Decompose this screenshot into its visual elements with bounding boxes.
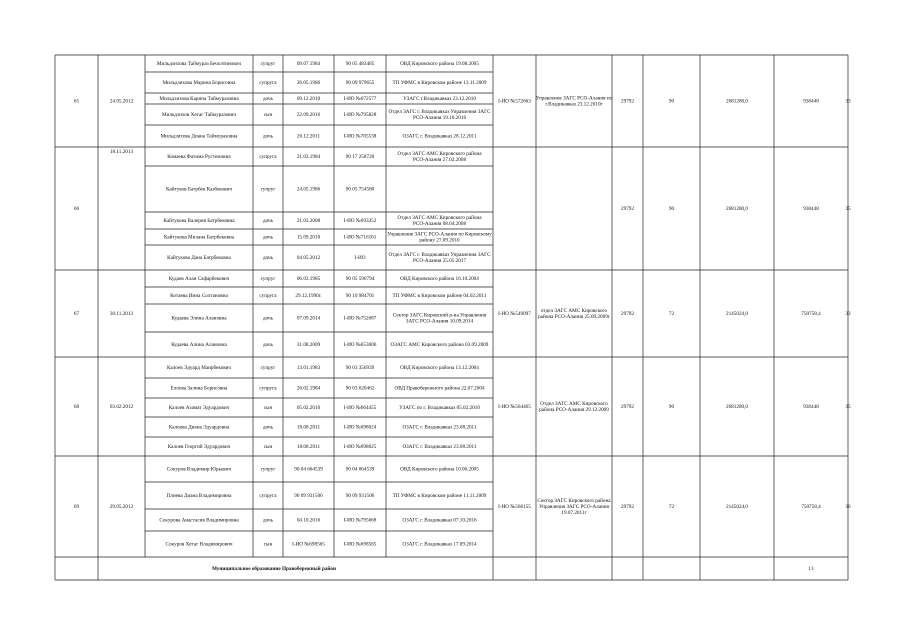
person-birth-date: 26.02.1984: [296, 385, 321, 392]
value-cell: 750758,4: [801, 311, 821, 317]
person-document: I-ИО №705538: [343, 133, 377, 140]
person-document: I-ИО №795668: [343, 517, 377, 524]
person-name: Калоев Азамат Эдуардович: [168, 405, 230, 411]
person-birth-date: 21.03.2008: [296, 218, 321, 224]
person-name: Калоева Диана Эдуардовна: [168, 424, 230, 431]
registry-office: Управление ЗАГС РСО-Алания по г.Владикавказ 23.12.2010г: [535, 95, 613, 108]
person-name: Калоев Георгий Эдуардович: [167, 444, 231, 450]
person-name: Котаева Инна Солтановна: [170, 293, 228, 299]
person-relation: сын: [263, 112, 273, 118]
value-cell: 938448: [803, 206, 819, 212]
person-relation: супруга: [259, 293, 277, 299]
person-birth-date: 06.03.1985: [296, 276, 321, 282]
marriage-certificate: I-ИО №566155: [498, 504, 531, 510]
footer-label: Муниципальное образование Правобережный район: [211, 566, 337, 572]
document-issuer: УЗАГС по г. Владикавказ 05.02.2010: [399, 405, 480, 411]
person-name: Сокуров Владимир Юрьевич: [166, 466, 232, 473]
document-issuer: ОВД Кировского района 10.06.2005: [400, 466, 479, 473]
record-number: 67: [73, 311, 80, 317]
person-document: 90 05 596794: [345, 276, 375, 282]
registry-office: Сектор ЗАГС Кировского района Управления ЗАГС РСО-Алания 19.07.2011г: [537, 498, 611, 516]
value-cell: 29792: [621, 311, 634, 317]
person-relation: дочь: [262, 133, 274, 140]
person-birth-date: 15.09.2010: [296, 234, 321, 241]
person-document: I-ИО №664455: [343, 405, 377, 411]
value-cell: 36: [845, 504, 851, 510]
person-name: Кудаев Алан Сафарбекович: [168, 276, 230, 282]
person-document: 90 09 979655: [345, 80, 375, 86]
record-date: 24.05.2012: [109, 98, 134, 105]
person-relation: супруга: [259, 385, 277, 392]
person-name: Мильдзихова Таймураз Бечолтинович: [156, 61, 242, 67]
value-cell: 2681280,0: [725, 206, 749, 212]
registry-office: Отдел ЗАГС АМС Кировского района РСО-Алания 29.12.2009: [539, 401, 609, 413]
person-relation: дочь: [262, 234, 274, 241]
value-cell: 29792: [621, 206, 634, 212]
value-cell: 2681280,0: [725, 404, 749, 410]
value-cell: 29792: [621, 404, 634, 410]
person-name: Мильдзихова Марина Борисовна: [162, 80, 236, 86]
person-name: Сокуров Хетаг Владимирович: [165, 541, 233, 548]
person-document: I-ИО №752687: [343, 315, 377, 322]
person-birth-date: 18.08.2011: [296, 424, 321, 431]
person-relation: супруг: [260, 61, 276, 67]
document-issuer: ОЗАГС АМС Кировского района 03.09.2009: [390, 342, 489, 348]
document-issuer: Управление ЗАГС РСО-Алания по Кировскому району 27.09.2010: [387, 231, 492, 244]
person-name: Калоев Эдуард Маирбекович: [166, 365, 232, 371]
value-cell: 29792: [621, 98, 634, 105]
document-issuer: Отдел ЗАГС г. Владикавказ Управления ЗАГС РСО-Алания 19.10.2016: [388, 109, 491, 121]
marriage-certificate: I-ИО №564465: [498, 404, 531, 410]
person-document: I-ИО №672577: [343, 96, 377, 102]
person-document: I-ИО №698565: [343, 541, 377, 548]
document-issuer: ОЗАГС г. Владикавказ 07.10.2016: [402, 517, 477, 524]
person-name: Кудаева Алина Алановна: [171, 342, 227, 348]
person-document: 90 03 620462: [345, 385, 375, 392]
person-document: I-ИО №716161: [343, 234, 377, 241]
value-cell: 90: [668, 98, 675, 105]
person-name: Мильдзихова Карина Таймуразовна: [159, 96, 239, 102]
value-cell: 938448: [803, 98, 819, 105]
person-birth-date: 09.12.2010: [296, 96, 321, 102]
person-name: Мильдзихова Диана Таймуразовна: [160, 133, 238, 140]
record-number: 68: [73, 404, 80, 410]
person-relation: дочь: [262, 218, 274, 224]
person-document: 90 05 483485: [345, 61, 375, 67]
person-birth-date: 90 09 931506: [294, 493, 323, 499]
person-birth-date: 21.03.1984: [296, 154, 321, 160]
person-birth-date: 04.05.2012: [296, 255, 321, 261]
person-name: Сокурова Анастасия Владимировна: [159, 517, 239, 524]
value-cell: 29792: [621, 504, 634, 510]
document-issuer: ТП УФМС в Кировском районе 04.02.2011: [392, 293, 487, 299]
document-issuer: Отдел ЗАГС г. Владикавказ Управления ЗАГС РСО-Алания 25.05.2017: [388, 252, 491, 264]
person-relation: сын: [263, 541, 273, 548]
person-relation: супруга: [259, 154, 277, 160]
registry-office: отдел ЗАГС АМС Кировского района РСО-Алания 25.09.2009г: [538, 308, 610, 320]
person-document: I-ИО №698024: [343, 424, 377, 431]
person-document: 90 09 931506: [345, 493, 375, 499]
person-relation: супруга: [259, 493, 277, 499]
record-date: 18.11.2013: [109, 149, 134, 155]
record-date: 29.05.2012: [109, 504, 134, 510]
value-cell: 90: [668, 404, 675, 410]
person-name: Мильдзихов Хетаг Таймуразович: [161, 112, 237, 118]
document-issuer: ОВД Правобережного района 22.07.2004: [394, 385, 485, 392]
person-name: Кайтукова Дана Батрбековна: [167, 255, 231, 261]
document-issuer: ОВД Кировского района 19.08.2005: [400, 61, 479, 67]
person-birth-date: 26.05.1986: [296, 80, 321, 86]
person-document: I-ИО №698025: [343, 444, 377, 450]
value-cell: 33: [845, 98, 851, 105]
value-cell: 2681280,0: [725, 98, 749, 105]
marriage-certificate: I-ИО №549097: [498, 311, 531, 317]
marriage-certificate: I-ИО №572663: [498, 98, 531, 105]
person-relation: супруга: [259, 80, 277, 86]
person-relation: супруг: [260, 466, 276, 473]
value-cell: 33: [845, 311, 851, 317]
person-document: I-ИО №693352: [343, 218, 377, 224]
record-date: 30.11.2013: [109, 311, 134, 317]
person-birth-date: 09.07.1984: [296, 61, 321, 67]
person-birth-date: 90 04 664539: [294, 466, 323, 473]
person-document: I-ИО №795828: [343, 112, 377, 118]
person-birth-date: 07.09.2014: [296, 315, 321, 322]
value-cell: 938448: [803, 404, 819, 410]
person-birth-date: 18.08.2011: [296, 444, 321, 450]
person-name: Плиева Диана Владимировна: [166, 493, 232, 499]
document-issuer: Отдел ЗАГС АМС Кировского района РСО-Алания 27.02.2008: [397, 151, 482, 163]
person-birth-date: 29.12.1990г.: [295, 293, 322, 299]
person-relation: сын: [263, 444, 273, 450]
document-issuer: ОЗАГС г. Владикавказ 23.08.2011: [402, 424, 477, 431]
person-relation: супруг: [260, 365, 276, 371]
person-document: 90 04 664539: [345, 466, 375, 473]
value-cell: 750758,4: [801, 504, 821, 510]
person-birth-date: 26.12.2011: [296, 133, 321, 140]
person-birth-date: I-ИО №698565: [292, 541, 325, 548]
person-relation: дочь: [262, 424, 274, 431]
record-number: 69: [73, 504, 80, 510]
value-cell: 35: [845, 206, 851, 212]
document-issuer: ОЗАГС г. Владикавказ 17.09.2014: [402, 541, 477, 548]
person-document: 90 17 258720: [345, 154, 375, 160]
value-cell: 72: [668, 311, 675, 317]
document-issuer: УЗАГС г.Владикавказ 23.12.2010: [403, 96, 476, 102]
person-name: Кудаева Элина Алановна: [171, 315, 227, 322]
record-number: 65: [73, 98, 80, 105]
person-relation: супруг: [260, 276, 276, 282]
document-issuer: Отдел ЗАГС АМС Кировского района РСО-Алания 08.04.2008: [397, 215, 482, 227]
value-cell: 35: [845, 404, 851, 410]
person-name: Кайтукова Валерия Батрбековна: [163, 218, 235, 224]
person-birth-date: 05.02.2010: [296, 405, 321, 411]
footer-value: 13: [808, 566, 814, 572]
person-document: I-ИО: [354, 255, 366, 261]
document-issuer: ТП УФМС в Кировском районе 11.11.2009: [392, 493, 487, 499]
person-name: Кайтуков Батрбек Казбекович: [166, 186, 232, 193]
document-issuer: Сектор ЗАГС Кировский р-на Управления ЗАГС РСО-Алания 10.09.2014: [392, 312, 487, 325]
value-cell: 72: [668, 504, 675, 510]
person-relation: дочь: [262, 342, 274, 348]
record-date: 03.02.2012: [109, 404, 134, 410]
document-issuer: ОЗАГС г. Владикавказ 23.08.2011: [402, 444, 477, 450]
person-birth-date: 13.01.1983: [296, 365, 321, 371]
person-document: I-ИО №653606: [343, 342, 377, 348]
value-cell: 90: [668, 206, 675, 212]
person-name: Елоева Залина Борисовна: [170, 385, 228, 392]
person-birth-date: 24.05.1986: [296, 186, 321, 193]
value-cell: 2145024,0: [725, 311, 749, 317]
person-relation: дочь: [262, 255, 274, 261]
person-name: Комаева Фатима Рустемовна: [167, 154, 231, 160]
value-cell: 2145024,0: [725, 504, 749, 510]
person-document: 90 10 984701: [345, 293, 375, 299]
document-issuer: ОВД Кировского района 16.10.2004: [400, 276, 479, 282]
person-birth-date: 22.09.2016: [296, 112, 321, 118]
person-document: 90 05 754580: [345, 186, 375, 193]
record-number: 66: [73, 206, 80, 212]
person-relation: сын: [263, 405, 273, 411]
person-relation: супруг: [260, 186, 276, 193]
person-relation: дочь: [262, 96, 274, 102]
person-birth-date: 04.10.2016: [296, 517, 321, 524]
document-issuer: ТП УФМС в Кировском районе 13.11.2009: [392, 80, 487, 86]
document-issuer: ОВД Кировского района 13.12.2004: [400, 365, 479, 371]
person-document: 90 03 356939: [345, 365, 375, 371]
person-name: Кайтукова Милана Батрбековна: [163, 234, 235, 241]
person-birth-date: 31.08.2009: [296, 342, 321, 348]
person-relation: дочь: [262, 315, 274, 322]
document-issuer: ОЗАГС г. Владикавказ 28.12.2011: [402, 133, 477, 140]
person-relation: дочь: [262, 517, 274, 524]
